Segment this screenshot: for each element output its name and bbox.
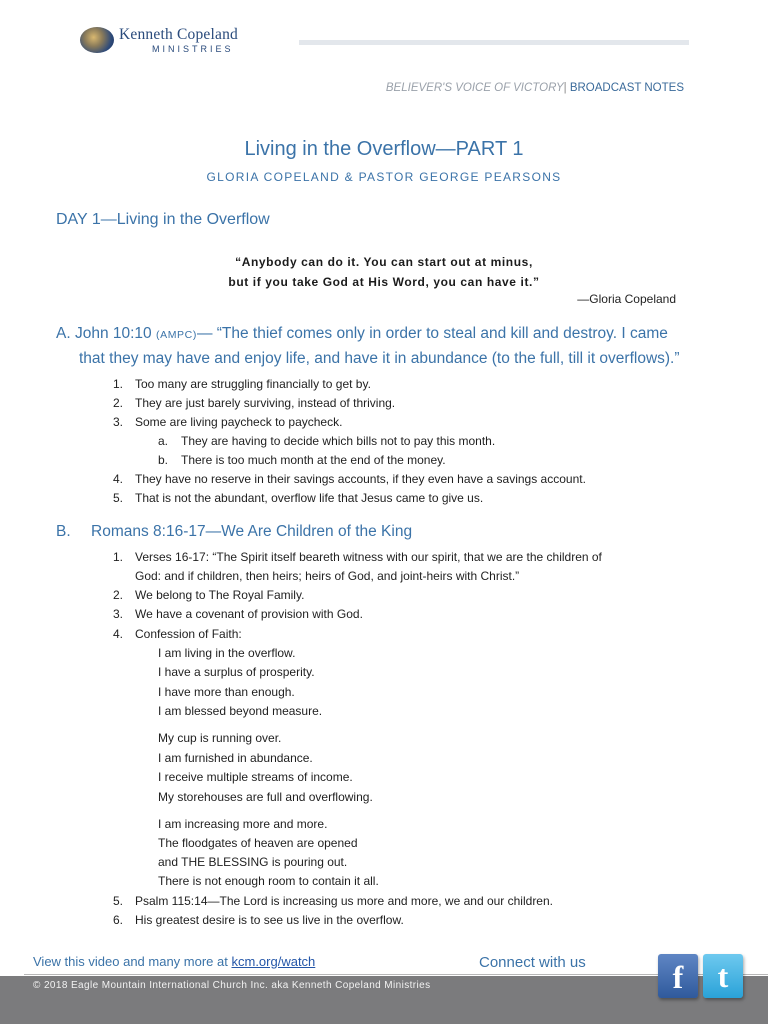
broadcast-label	[386, 82, 684, 94]
section-a-version: (AMPC)	[156, 329, 197, 341]
list-item: 3. Some are living paycheck to paycheck.	[113, 415, 343, 429]
logo-ministries: MINISTRIES	[152, 44, 234, 54]
section-a-text-1: — “The thief comes only in order to steal and kill and destroy. I came	[196, 325, 668, 342]
list-item: 4. They have no reserve in their savings accounts, if they even have a savings account.	[113, 472, 586, 486]
day-heading: DAY 1—Living in the Overflow	[56, 211, 270, 228]
confession-line: I have more than enough.	[158, 685, 295, 699]
quote-attribution: —Gloria Copeland	[577, 292, 676, 306]
section-b-title: Romans 8:16-17—We Are Children of the King	[91, 523, 413, 540]
show-name: BELIEVER'S VOICE OF VICTORY	[385, 82, 564, 94]
twitter-icon[interactable]: t	[703, 954, 743, 998]
page-subtitle: GLORIA COPELAND & PASTOR GEORGE PEARSONS	[206, 170, 562, 184]
list-item: God: and if children, then heirs; heirs of God, and joint-heirs with Christ.”	[135, 569, 520, 583]
section-b-letter: B.	[56, 523, 71, 540]
featured-quote	[0, 252, 768, 292]
connect-label: Connect with us	[479, 954, 586, 971]
facebook-icon[interactable]: f	[658, 954, 698, 998]
logo-name: Kenneth Copeland	[119, 26, 238, 43]
quote-line-1: “Anybody can do it. You can start out at minus,	[235, 255, 533, 269]
kcm-watch-link[interactable]: kcm.org/watch	[231, 954, 316, 969]
section-a-letter: A.	[56, 325, 71, 342]
list-item: 3. We have a covenant of provision with God.	[113, 607, 363, 621]
section-b-heading	[56, 523, 412, 541]
list-item: 4. Confession of Faith:	[113, 627, 242, 641]
confession-line: There is not enough room to contain it all.	[158, 874, 379, 888]
page-title: Living in the Overflow—PART 1	[244, 138, 524, 160]
list-item: 5. That is not the abundant, overflow life that Jesus came to give us.	[113, 491, 484, 505]
quote-line-2: but if you take God at His Word, you can have it.”	[228, 275, 540, 289]
list-item: 6. His greatest desire is to see us live in the overflow.	[113, 913, 404, 927]
separator: |	[563, 82, 567, 94]
confession-line: I receive multiple streams of income.	[158, 770, 353, 784]
list-item: a. They are having to decide which bills not to pay this month.	[158, 434, 496, 448]
list-item: 2. They are just barely surviving, instead of thriving.	[113, 396, 396, 410]
list-item: 2. We belong to The Royal Family.	[113, 588, 305, 602]
section-a-ref: John 10:10	[74, 325, 152, 342]
confession-line: The floodgates of heaven are opened	[158, 836, 358, 850]
confession-line: I have a surplus of prosperity.	[158, 665, 315, 679]
kcm-globe-logo-icon	[80, 27, 114, 53]
page-header	[0, 0, 768, 70]
footer-divider	[24, 974, 768, 975]
confession-line: I am living in the overflow.	[158, 646, 296, 660]
confession-line: My cup is running over.	[158, 731, 282, 745]
list-item: 1. Too many are struggling financially to get by.	[113, 377, 371, 391]
list-item: b. There is too much month at the end of the money.	[158, 453, 446, 467]
footer-view-text: View this video and many more at kcm.org/watch	[33, 954, 316, 969]
confession-line: I am furnished in abundance.	[158, 751, 313, 765]
confession-line: My storehouses are full and overflowing.	[158, 790, 373, 804]
section-a-text-2: that they may have and enjoy life, and have it in abundance (to the full, till it overflows).”	[79, 350, 680, 367]
confession-line: and THE BLESSING is pouring out.	[158, 855, 348, 869]
confession-line: I am blessed beyond measure.	[158, 704, 323, 718]
confession-line: I am increasing more and more.	[158, 817, 328, 831]
notes-label: BROADCAST NOTES	[569, 82, 684, 94]
list-item: 1. Verses 16-17: “The Spirit itself beareth witness with our spirit, that we are the children of	[113, 550, 602, 564]
header-divider	[299, 40, 689, 45]
section-a-heading	[56, 322, 706, 371]
copyright-text: © 2018 Eagle Mountain International Church Inc. aka Kenneth Copeland Ministries	[33, 980, 431, 991]
list-item: 5. Psalm 115:14—The Lord is increasing us more and more, we and our children.	[113, 894, 553, 908]
